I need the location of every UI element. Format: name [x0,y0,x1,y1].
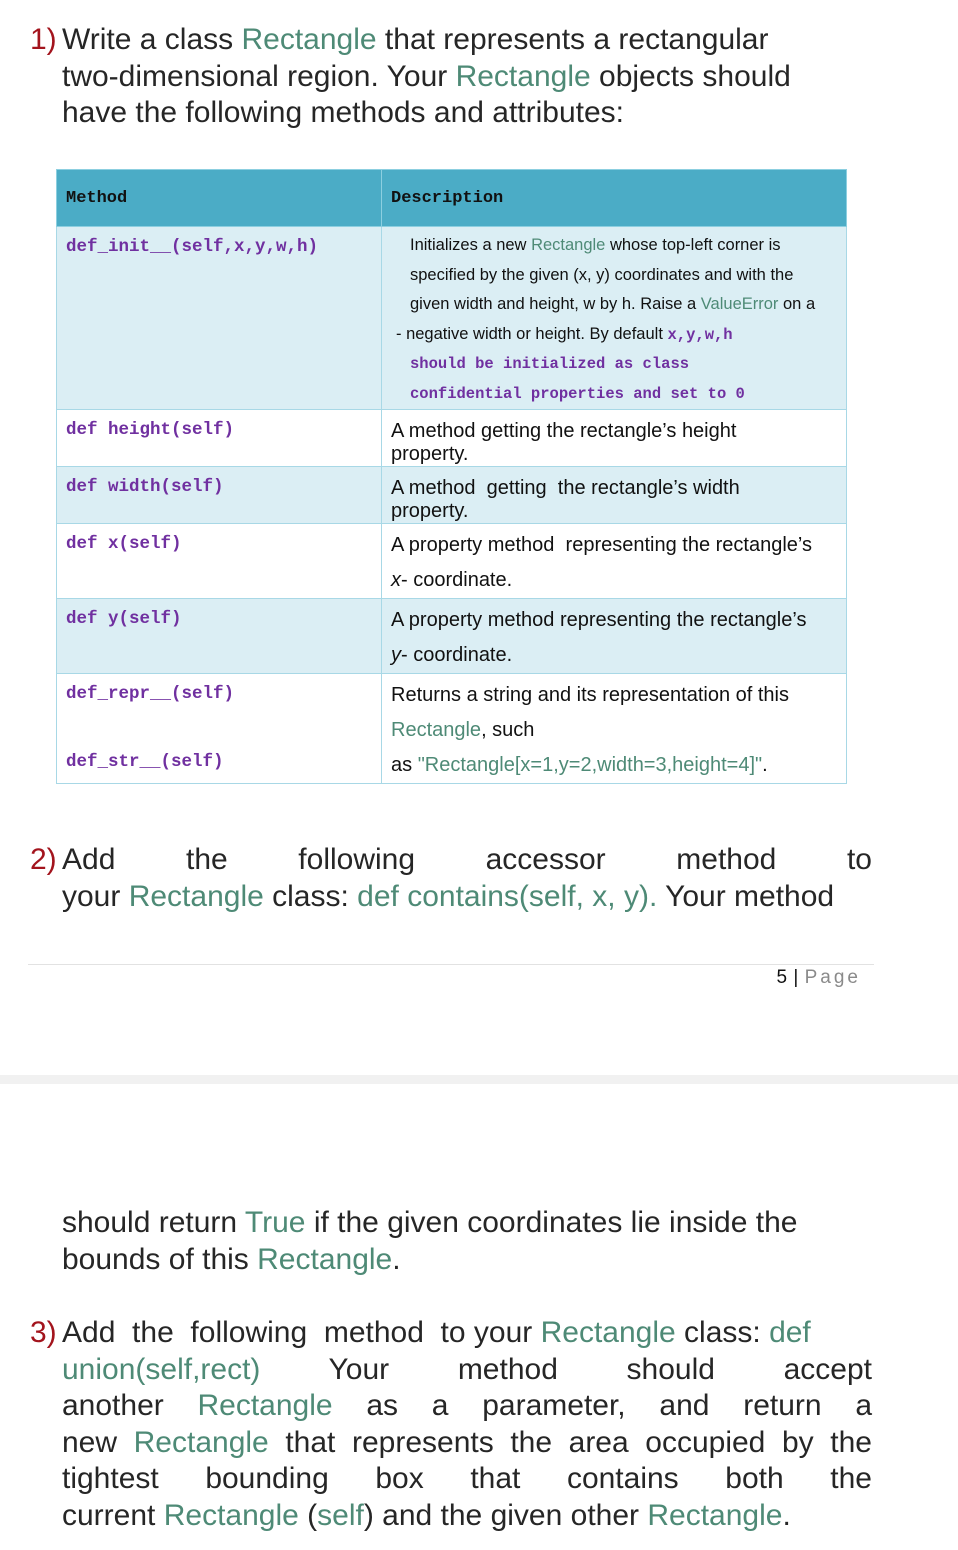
q1-line-2: two-dimensional region. Your Rectangle objects should [62,59,791,93]
class-name: Rectangle [540,1316,676,1349]
page-label: Page [804,967,861,988]
class-name: Rectangle [163,1498,299,1532]
method-description: A method getting the rectangle’s height property. [391,420,737,465]
method-signature: def x(self) [66,534,182,554]
page-footer: 5 | Page [776,967,861,988]
table-row [57,227,847,410]
class-name: Rectangle [133,1425,269,1459]
page-number: 5 [776,967,788,988]
page-break [0,1075,958,1084]
method-signature: def width(self) [66,477,224,497]
q3-line-6: current Rectangle (self) and the given other Rectangle. [62,1498,791,1532]
method-name: def contains(self, x, y). [357,879,658,913]
method-name: union(self,rect) [62,1352,261,1386]
question-number: 2) [30,843,57,876]
document-page-6 [0,1084,958,1550]
q2-line-1: Add the following accessor method to [62,843,872,876]
method-signature: def_str__(self) [66,752,224,772]
table-row [57,410,847,467]
method-description: Initializes a new Rectangle whose top-left corner is specified by the given (x, y) coordinates and with the given width and height, w by h. Raise a ValueError on a - negative width or height. By default x,y,w,h should be initialized as class confidential properties and set to 0 [396,236,816,403]
q3-line-4: new Rectangle that represents the area occupied by the [62,1425,872,1459]
table-header-row [57,170,847,227]
question-number: 1) [30,23,57,56]
table-row [57,599,847,674]
keyword-true: True [244,1206,306,1239]
table-row [57,674,847,784]
header-method: Method [57,170,382,227]
methods-table [56,169,847,784]
method-description: A method getting the rectangle’s width property. [391,477,746,522]
method-description: A property method representing the rectangle’s y- coordinate. [391,609,807,666]
class-name: Rectangle [128,879,264,913]
method-signature: def height(self) [66,420,235,440]
method-description: Returns a string and its representation of this Rectangle, such as "Rectangle[x=1,y=2,width=3,height=4]". [391,684,789,776]
q2-line-3: should return True if the given coordinates lie inside the [62,1206,798,1239]
footer-divider [28,964,874,965]
table-row [57,467,847,524]
class-name: Rectangle [257,1242,393,1276]
q3-line-3: another Rectangle as a parameter, and return a [62,1389,873,1422]
q3-line-1: Add the following method to your Rectangle class: def [62,1316,811,1349]
q3-line-2: union(self,rect) Your method should accept [62,1352,872,1386]
keyword-self: self [317,1498,364,1532]
class-name: Rectangle [197,1389,333,1422]
method-signature: def y(self) [66,609,182,629]
class-name: Rectangle [647,1498,783,1532]
question-2-continued [30,1205,872,1278]
q2-line-4: bounds of this Rectangle. [62,1242,401,1276]
class-name: Rectangle [455,59,591,93]
header-description: Description [382,170,847,227]
question-1 [30,22,872,132]
q1-line-3: have the following methods and attributes: [62,96,625,129]
question-2 [30,842,872,915]
method-description: A property method representing the rectangle’s x- coordinate. [391,534,812,591]
q3-line-5: tightest bounding box that contains both the [62,1462,872,1495]
q2-line-2: your Rectangle class: def contains(self, x, y). Your method [62,879,835,913]
table-row [57,524,847,599]
q1-line-1: Write a class Rectangle that represents a rectangular [62,23,769,56]
question-number: 3) [30,1316,57,1349]
class-name: Rectangle [241,23,377,56]
method-signature: def_init__(self,x,y,w,h) [66,237,319,257]
question-3 [30,1315,872,1534]
method-signature: def_repr__(self) [66,684,235,704]
